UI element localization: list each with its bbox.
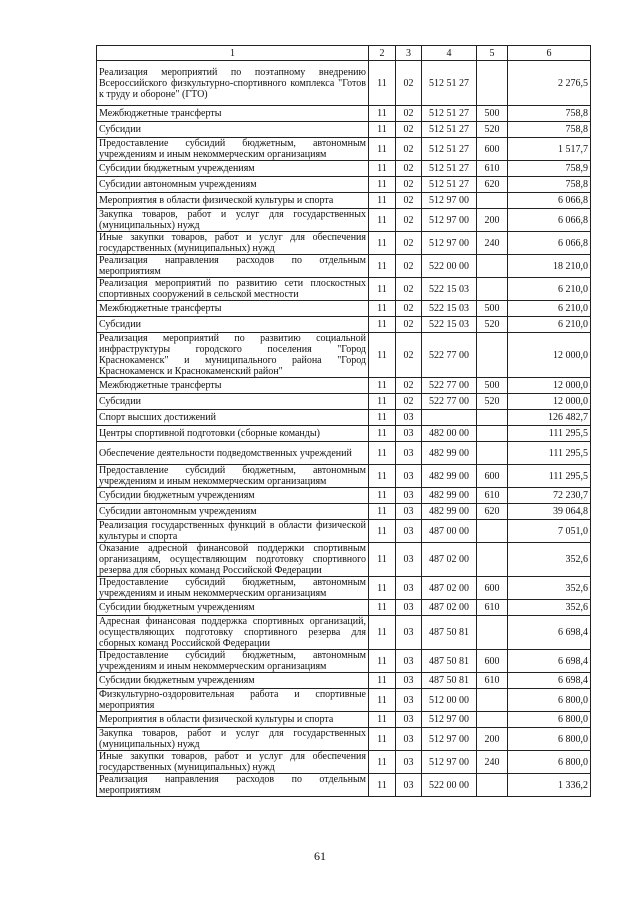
row-expense-type: 600	[477, 465, 508, 488]
row-target-article: 482 99 00	[422, 488, 477, 504]
row-target-article: 512 97 00	[422, 712, 477, 728]
row-target-article: 512 97 00	[422, 751, 477, 774]
row-subsection: 03	[396, 410, 422, 426]
row-section: 11	[369, 161, 396, 177]
row-section: 11	[369, 209, 396, 232]
table-row	[97, 106, 591, 122]
row-name: Субсидии	[97, 122, 369, 138]
row-target-article: 522 77 00	[422, 378, 477, 394]
table-row	[97, 410, 591, 426]
row-expense-type	[477, 426, 508, 442]
row-name: Оказание адресной финансовой поддержки спортивным организациям, осуществляющим подготовку спортивного резерва для сборных команд Российской Федерации	[97, 543, 369, 577]
page-number: 61	[314, 849, 326, 863]
row-subsection: 02	[396, 177, 422, 193]
row-expense-type: 240	[477, 751, 508, 774]
table-row	[97, 426, 591, 442]
row-target-article: 487 50 81	[422, 616, 477, 650]
row-subsection: 03	[396, 465, 422, 488]
row-amount: 6 800,0	[508, 728, 591, 751]
header-col-5: 5	[477, 46, 508, 61]
row-subsection: 03	[396, 504, 422, 520]
row-target-article: 522 00 00	[422, 255, 477, 278]
row-expense-type: 500	[477, 106, 508, 122]
row-amount: 111 295,5	[508, 426, 591, 442]
row-name: Субсидии	[97, 317, 369, 333]
row-name: Предоставление субсидий бюджетным, автономным учреждениям и иным некоммерческим организациям	[97, 465, 369, 488]
row-section: 11	[369, 61, 396, 106]
row-target-article: 482 00 00	[422, 426, 477, 442]
row-amount: 352,6	[508, 543, 591, 577]
row-section: 11	[369, 333, 396, 378]
row-section: 11	[369, 122, 396, 138]
row-subsection: 02	[396, 317, 422, 333]
table-row	[97, 301, 591, 317]
table-row	[97, 712, 591, 728]
row-subsection: 03	[396, 577, 422, 600]
row-section: 11	[369, 394, 396, 410]
row-amount: 6 066,8	[508, 232, 591, 255]
row-expense-type	[477, 689, 508, 712]
table-row	[97, 751, 591, 774]
row-target-article: 522 15 03	[422, 278, 477, 301]
row-target-article: 512 51 27	[422, 106, 477, 122]
row-amount: 6 698,4	[508, 650, 591, 673]
row-section: 11	[369, 689, 396, 712]
row-subsection: 03	[396, 650, 422, 673]
row-amount: 6 066,8	[508, 193, 591, 209]
row-expense-type	[477, 61, 508, 106]
row-name: Межбюджетные трансферты	[97, 106, 369, 122]
row-subsection: 02	[396, 122, 422, 138]
row-section: 11	[369, 504, 396, 520]
row-target-article: 512 97 00	[422, 232, 477, 255]
table-row	[97, 600, 591, 616]
row-expense-type	[477, 255, 508, 278]
table-row	[97, 650, 591, 673]
row-expense-type: 520	[477, 317, 508, 333]
table-row	[97, 61, 591, 106]
row-expense-type: 610	[477, 488, 508, 504]
row-subsection: 03	[396, 442, 422, 465]
row-target-article: 512 51 27	[422, 61, 477, 106]
table-row	[97, 543, 591, 577]
table-row	[97, 673, 591, 689]
table-row	[97, 774, 591, 797]
row-target-article: 487 50 81	[422, 673, 477, 689]
row-subsection: 02	[396, 255, 422, 278]
row-amount: 12 000,0	[508, 333, 591, 378]
row-name: Реализация направления расходов по отдельным мероприятиям	[97, 774, 369, 797]
table-row	[97, 689, 591, 712]
table-row	[97, 209, 591, 232]
row-expense-type: 500	[477, 378, 508, 394]
row-target-article: 522 15 03	[422, 301, 477, 317]
row-target-article: 487 02 00	[422, 543, 477, 577]
row-target-article: 487 00 00	[422, 520, 477, 543]
row-amount: 18 210,0	[508, 255, 591, 278]
table-row	[97, 728, 591, 751]
row-subsection: 02	[396, 278, 422, 301]
table-row	[97, 255, 591, 278]
row-expense-type	[477, 278, 508, 301]
row-expense-type: 600	[477, 650, 508, 673]
row-amount: 1 517,7	[508, 138, 591, 161]
row-expense-type	[477, 543, 508, 577]
row-subsection: 03	[396, 673, 422, 689]
row-subsection: 02	[396, 378, 422, 394]
row-name: Реализация мероприятий по развитию социальной инфраструктуры городского поселения "Город Краснокаменск" и муниципального района "Город Краснокаменск и Краснокаменский район"	[97, 333, 369, 378]
table-header-row	[97, 46, 591, 61]
row-section: 11	[369, 426, 396, 442]
row-section: 11	[369, 106, 396, 122]
row-subsection: 03	[396, 543, 422, 577]
table-row	[97, 616, 591, 650]
row-section: 11	[369, 650, 396, 673]
row-expense-type: 240	[477, 232, 508, 255]
row-section: 11	[369, 751, 396, 774]
row-amount: 352,6	[508, 577, 591, 600]
row-name: Предоставление субсидий бюджетным, автономным учреждениям и иным некоммерческим организациям	[97, 138, 369, 161]
row-target-article: 522 00 00	[422, 774, 477, 797]
row-subsection: 03	[396, 488, 422, 504]
row-section: 11	[369, 712, 396, 728]
row-name: Межбюджетные трансферты	[97, 301, 369, 317]
row-section: 11	[369, 774, 396, 797]
row-name: Субсидии автономным учреждениям	[97, 504, 369, 520]
row-name: Субсидии бюджетным учреждениям	[97, 600, 369, 616]
table-row	[97, 333, 591, 378]
row-expense-type	[477, 442, 508, 465]
row-subsection: 03	[396, 774, 422, 797]
row-expense-type	[477, 410, 508, 426]
row-target-article: 512 97 00	[422, 728, 477, 751]
row-name: Спорт высших достижений	[97, 410, 369, 426]
table-row	[97, 504, 591, 520]
row-section: 11	[369, 616, 396, 650]
row-amount: 111 295,5	[508, 465, 591, 488]
row-subsection: 02	[396, 301, 422, 317]
row-amount: 6 800,0	[508, 751, 591, 774]
table-row	[97, 394, 591, 410]
row-subsection: 03	[396, 728, 422, 751]
row-target-article: 522 15 03	[422, 317, 477, 333]
row-subsection: 03	[396, 616, 422, 650]
table-row	[97, 177, 591, 193]
row-section: 11	[369, 278, 396, 301]
row-subsection: 02	[396, 232, 422, 255]
table-row	[97, 577, 591, 600]
row-target-article: 487 50 81	[422, 650, 477, 673]
row-section: 11	[369, 232, 396, 255]
row-name: Иные закупки товаров, работ и услуг для обеспечения государственных (муниципальных) нужд	[97, 751, 369, 774]
budget-table	[96, 45, 591, 797]
row-amount: 126 482,7	[508, 410, 591, 426]
row-target-article: 512 00 00	[422, 689, 477, 712]
row-name: Предоставление субсидий бюджетным, автономным учреждениям и иным некоммерческим организациям	[97, 577, 369, 600]
row-section: 11	[369, 301, 396, 317]
row-subsection: 03	[396, 426, 422, 442]
row-subsection: 03	[396, 712, 422, 728]
row-amount: 6 210,0	[508, 278, 591, 301]
row-section: 11	[369, 193, 396, 209]
row-subsection: 02	[396, 61, 422, 106]
row-amount: 6 800,0	[508, 689, 591, 712]
row-amount: 758,9	[508, 161, 591, 177]
row-name: Физкультурно-оздоровительная работа и спортивные мероприятия	[97, 689, 369, 712]
row-subsection: 02	[396, 161, 422, 177]
row-target-article: 512 51 27	[422, 177, 477, 193]
row-subsection: 03	[396, 600, 422, 616]
row-section: 11	[369, 255, 396, 278]
row-name: Межбюджетные трансферты	[97, 378, 369, 394]
row-section: 11	[369, 488, 396, 504]
row-amount: 12 000,0	[508, 378, 591, 394]
row-expense-type: 620	[477, 504, 508, 520]
row-expense-type	[477, 774, 508, 797]
row-target-article: 522 77 00	[422, 394, 477, 410]
row-target-article: 482 99 00	[422, 465, 477, 488]
row-name: Иные закупки товаров, работ и услуг для обеспечения государственных (муниципальных) нужд	[97, 232, 369, 255]
row-expense-type: 520	[477, 394, 508, 410]
row-subsection: 02	[396, 138, 422, 161]
header-col-3: 3	[396, 46, 422, 61]
row-expense-type: 600	[477, 138, 508, 161]
row-name: Мероприятия в области физической культуры и спорта	[97, 712, 369, 728]
row-name: Субсидии	[97, 394, 369, 410]
row-name: Предоставление субсидий бюджетным, автономным учреждениям и иным некоммерческим организациям	[97, 650, 369, 673]
row-name: Субсидии бюджетным учреждениям	[97, 161, 369, 177]
row-section: 11	[369, 177, 396, 193]
table-row	[97, 378, 591, 394]
table-row	[97, 161, 591, 177]
table-row	[97, 193, 591, 209]
header-col-6: 6	[508, 46, 591, 61]
row-expense-type: 610	[477, 161, 508, 177]
row-amount: 758,8	[508, 177, 591, 193]
row-amount: 6 066,8	[508, 209, 591, 232]
row-name: Реализация мероприятий по поэтапному внедрению Всероссийского физкультурно-спортивного комплекса "Готов к труду и обороне" (ГТО)	[97, 61, 369, 106]
table-row	[97, 138, 591, 161]
table-row	[97, 122, 591, 138]
row-subsection: 02	[396, 106, 422, 122]
row-expense-type: 600	[477, 577, 508, 600]
row-name: Субсидии автономным учреждениям	[97, 177, 369, 193]
table-body	[97, 61, 591, 797]
row-expense-type	[477, 712, 508, 728]
row-amount: 12 000,0	[508, 394, 591, 410]
row-expense-type: 610	[477, 673, 508, 689]
row-name: Закупка товаров, работ и услуг для государственных (муниципальных) нужд	[97, 209, 369, 232]
row-name: Обеспечение деятельности подведомственных учреждений	[97, 442, 369, 465]
row-amount: 1 336,2	[508, 774, 591, 797]
row-target-article: 522 77 00	[422, 333, 477, 378]
row-target-article: 487 02 00	[422, 600, 477, 616]
table-row	[97, 442, 591, 465]
header-col-2: 2	[369, 46, 396, 61]
row-name: Субсидии бюджетным учреждениям	[97, 673, 369, 689]
row-section: 11	[369, 520, 396, 543]
row-amount: 352,6	[508, 600, 591, 616]
row-section: 11	[369, 600, 396, 616]
row-name: Реализация мероприятий по развитию сети плоскостных спортивных сооружений в сельской местности	[97, 278, 369, 301]
row-expense-type: 620	[477, 177, 508, 193]
table-row	[97, 520, 591, 543]
row-subsection: 02	[396, 394, 422, 410]
row-expense-type: 200	[477, 728, 508, 751]
row-section: 11	[369, 728, 396, 751]
row-amount: 6 698,4	[508, 673, 591, 689]
row-section: 11	[369, 378, 396, 394]
row-subsection: 02	[396, 193, 422, 209]
table-row	[97, 278, 591, 301]
row-name: Субсидии бюджетным учреждениям	[97, 488, 369, 504]
table-row	[97, 465, 591, 488]
row-target-article: 482 99 00	[422, 504, 477, 520]
row-target-article	[422, 410, 477, 426]
row-amount: 2 276,5	[508, 61, 591, 106]
row-section: 11	[369, 138, 396, 161]
header-col-4: 4	[422, 46, 477, 61]
row-target-article: 512 51 27	[422, 161, 477, 177]
row-subsection: 03	[396, 751, 422, 774]
row-name: Закупка товаров, работ и услуг для государственных (муниципальных) нужд	[97, 728, 369, 751]
row-target-article: 512 97 00	[422, 193, 477, 209]
table-row	[97, 317, 591, 333]
row-expense-type	[477, 193, 508, 209]
row-expense-type	[477, 333, 508, 378]
row-target-article: 512 51 27	[422, 138, 477, 161]
row-section: 11	[369, 442, 396, 465]
table-row	[97, 232, 591, 255]
row-amount: 6 210,0	[508, 317, 591, 333]
row-section: 11	[369, 577, 396, 600]
row-amount: 6 698,4	[508, 616, 591, 650]
row-name: Реализация государственных функций в области физической культуры и спорта	[97, 520, 369, 543]
row-name: Центры спортивной подготовки (сборные команды)	[97, 426, 369, 442]
row-expense-type: 200	[477, 209, 508, 232]
row-target-article: 512 97 00	[422, 209, 477, 232]
row-target-article: 487 02 00	[422, 577, 477, 600]
row-amount: 111 295,5	[508, 442, 591, 465]
row-section: 11	[369, 317, 396, 333]
row-amount: 72 230,7	[508, 488, 591, 504]
row-expense-type: 500	[477, 301, 508, 317]
row-name: Мероприятия в области физической культуры и спорта	[97, 193, 369, 209]
row-expense-type: 520	[477, 122, 508, 138]
row-subsection: 03	[396, 689, 422, 712]
row-subsection: 02	[396, 209, 422, 232]
row-expense-type	[477, 520, 508, 543]
row-section: 11	[369, 673, 396, 689]
row-expense-type: 610	[477, 600, 508, 616]
row-section: 11	[369, 410, 396, 426]
row-expense-type	[477, 616, 508, 650]
row-subsection: 03	[396, 520, 422, 543]
row-name: Адресная финансовая поддержка спортивных организаций, осуществляющих подготовку спортивного резерва для сборных команд Российской Федерации	[97, 616, 369, 650]
header-col-1: 1	[97, 46, 369, 61]
row-section: 11	[369, 543, 396, 577]
row-target-article: 512 51 27	[422, 122, 477, 138]
row-amount: 6 800,0	[508, 712, 591, 728]
table-row	[97, 488, 591, 504]
row-amount: 7 051,0	[508, 520, 591, 543]
row-section: 11	[369, 465, 396, 488]
row-amount: 6 210,0	[508, 301, 591, 317]
row-target-article: 482 99 00	[422, 442, 477, 465]
row-amount: 39 064,8	[508, 504, 591, 520]
row-amount: 758,8	[508, 106, 591, 122]
row-name: Реализация направления расходов по отдельным мероприятиям	[97, 255, 369, 278]
row-subsection: 02	[396, 333, 422, 378]
row-amount: 758,8	[508, 122, 591, 138]
